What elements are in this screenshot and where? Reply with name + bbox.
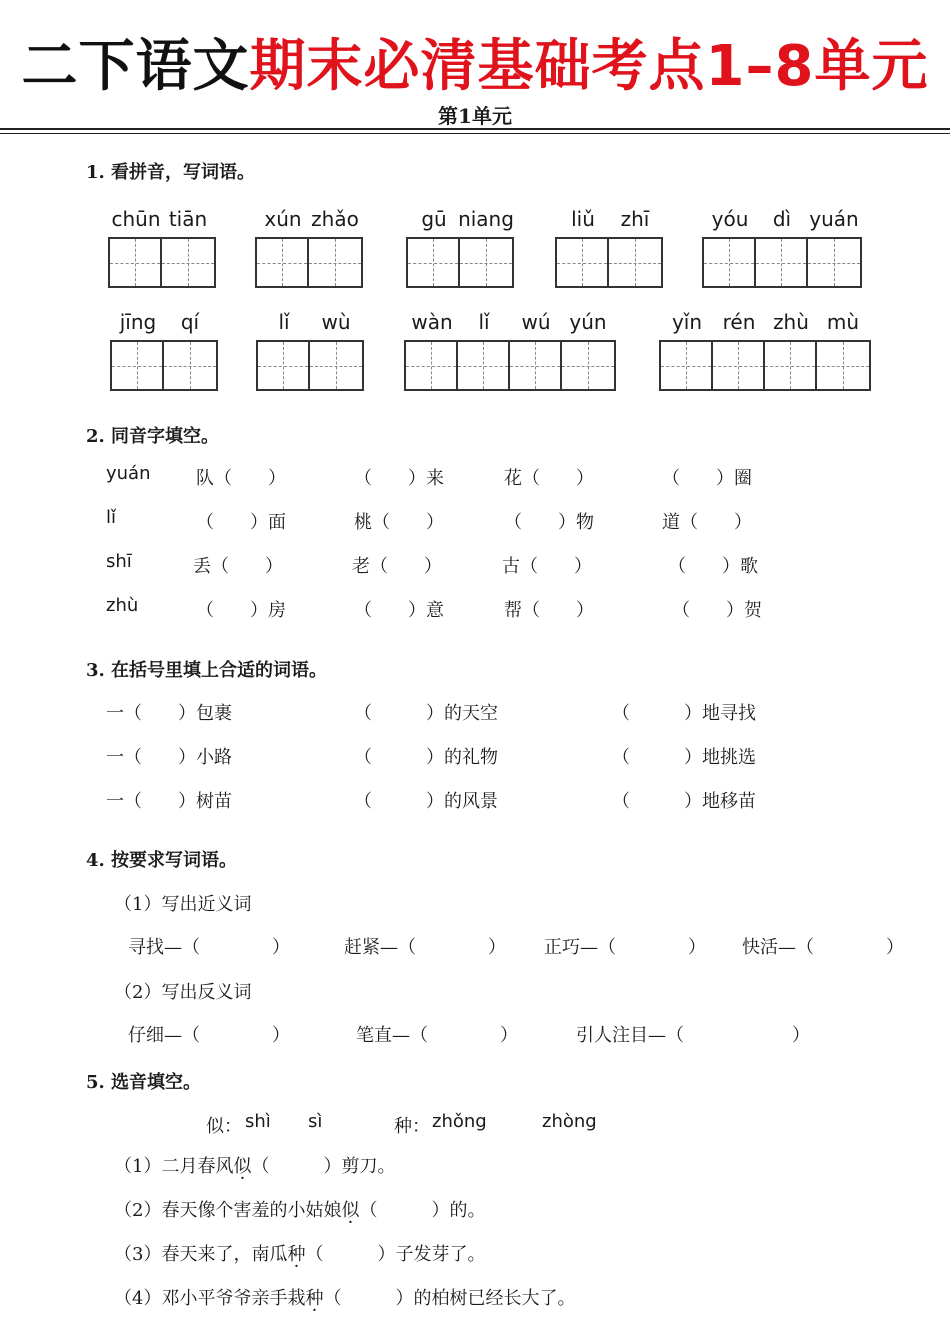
q5-s3-char: 种 [287, 1244, 306, 1265]
q4-synonym-item[interactable]: 快活—（ ） [742, 937, 904, 958]
grid-cell[interactable] [406, 342, 458, 389]
writing-grid[interactable] [406, 237, 514, 288]
q3-blank-item[interactable]: （ ）地移苗 [612, 791, 756, 812]
grid-cell[interactable] [310, 342, 362, 389]
q2-pinyin: lǐ [106, 507, 117, 528]
pinyin-label: chūn [111, 207, 161, 231]
pinyin-label: zhǎo [311, 207, 359, 231]
q3-blank-item[interactable]: （ ）地寻找 [612, 703, 756, 724]
pinyin-label: yǐn [671, 310, 703, 334]
q5-s1-post: （ ）剪刀。 [251, 1156, 396, 1177]
q5-s2-post: （ ）的。 [359, 1200, 486, 1221]
pinyin-label: mù [826, 310, 860, 334]
grid-cell[interactable] [765, 342, 817, 389]
grid-cell[interactable] [458, 342, 510, 389]
q5-s3-post: （ ）子发芽了。 [305, 1244, 486, 1265]
q3-blank-item[interactable]: 一（ ）树苗 [106, 791, 232, 812]
q5-opt1-b: sì [308, 1111, 323, 1132]
q1-title: 1. 看拼音，写词语。 [86, 162, 256, 183]
q2-pinyin: zhù [106, 595, 139, 616]
pinyin-label: wú [521, 310, 551, 334]
q5-sentence-2 [114, 1196, 485, 1222]
pinyin-label: niang [458, 207, 514, 231]
q2-blank-item[interactable]: （ ）面 [196, 512, 286, 533]
pinyin-label: gū [421, 207, 447, 231]
grid-cell[interactable] [112, 342, 164, 389]
pinyin-label: zhù [773, 310, 809, 334]
q2-blank-item[interactable]: 老（ ） [352, 556, 442, 577]
grid-cell[interactable] [562, 342, 614, 389]
grid-cell[interactable] [110, 239, 162, 286]
q2-pinyin: shī [106, 551, 132, 572]
grid-cell[interactable] [309, 239, 361, 286]
writing-grid[interactable] [702, 237, 862, 288]
pinyin-label: yóu [711, 207, 749, 231]
q2-blank-item[interactable]: （ ）贺 [672, 600, 762, 621]
q2-pinyin: yuán [106, 463, 151, 484]
grid-cell[interactable] [557, 239, 609, 286]
pinyin-label: xún [264, 207, 302, 231]
grid-cell[interactable] [162, 239, 214, 286]
q2-blank-item[interactable]: （ ）意 [354, 600, 444, 621]
q5-s1-pre: （1）二月春风 [114, 1156, 234, 1177]
pinyin-label: yuán [809, 207, 859, 231]
pinyin-label: jīng [119, 310, 157, 334]
q2-blank-item[interactable]: （ ）房 [196, 600, 286, 621]
pinyin-label: lǐ [478, 310, 490, 334]
grid-cell[interactable] [164, 342, 216, 389]
q4-antonym-item[interactable]: 引人注目—（ ） [576, 1025, 810, 1046]
grid-cell[interactable] [756, 239, 808, 286]
q5-title: 5. 选音填空。 [86, 1072, 202, 1093]
q2-blank-item[interactable]: （ ）歌 [668, 556, 758, 577]
pinyin-label: tiān [168, 207, 208, 231]
q4-antonym-item[interactable]: 仔细—（ ） [128, 1025, 290, 1046]
q2-blank-item[interactable]: （ ）来 [354, 468, 444, 489]
q2-blank-item[interactable]: 桃（ ） [354, 512, 444, 533]
title-red: 期末必清基础考点1–8单元 [249, 34, 929, 99]
writing-grid[interactable] [404, 340, 616, 391]
writing-grid[interactable] [256, 340, 364, 391]
pinyin-label: qí [180, 310, 200, 334]
q2-blank-item[interactable]: 花（ ） [504, 468, 594, 489]
q5-opt2-char: 种： [394, 1116, 430, 1137]
grid-cell[interactable] [808, 239, 860, 286]
q2-blank-item[interactable]: 队（ ） [196, 468, 286, 489]
writing-grid[interactable] [255, 237, 363, 288]
pinyin-label: yún [569, 310, 607, 334]
q4-antonym-item[interactable]: 笔直—（ ） [356, 1025, 518, 1046]
pinyin-label: wàn [411, 310, 453, 334]
q2-blank-item[interactable]: 道（ ） [662, 512, 752, 533]
q5-opt1-a: shì [245, 1111, 271, 1132]
header-rule-thin [0, 133, 950, 134]
pinyin-label: wù [321, 310, 351, 334]
q2-blank-item[interactable]: （ ）物 [504, 512, 594, 533]
q2-title: 2. 同音字填空。 [86, 426, 220, 447]
page-title [0, 22, 950, 102]
q3-blank-item[interactable]: 一（ ）包裹 [106, 703, 232, 724]
q4-synonym-item[interactable]: 正巧—（ ） [544, 937, 706, 958]
q5-opt2-a: zhǒng [432, 1111, 487, 1132]
q5-s2-pre: （2）春天像个害羞的小姑娘 [114, 1200, 342, 1221]
grid-cell[interactable] [817, 342, 869, 389]
q3-blank-item[interactable]: （ ）的天空 [354, 703, 498, 724]
grid-cell[interactable] [257, 239, 309, 286]
q5-s4-pre: （4）邓小平爷爷亲手栽 [114, 1288, 306, 1309]
q2-blank-item[interactable]: 帮（ ） [504, 600, 594, 621]
q5-s3-pre: （3）春天来了，南瓜 [114, 1244, 288, 1265]
pinyin-label: liǔ [571, 207, 595, 231]
q4-sub1: （1）写出近义词 [114, 894, 252, 915]
grid-cell[interactable] [661, 342, 713, 389]
unit-label: 第1单元 [438, 104, 512, 128]
pinyin-label: dì [772, 207, 792, 231]
q4-title: 4. 按要求写词语。 [86, 850, 238, 871]
q3-blank-item[interactable]: 一（ ）小路 [106, 747, 232, 768]
grid-cell[interactable] [704, 239, 756, 286]
writing-grid[interactable] [110, 340, 218, 391]
grid-cell[interactable] [609, 239, 661, 286]
q5-sentence-1 [114, 1152, 395, 1178]
title-black: 二下语文 [21, 34, 250, 99]
q3-title: 3. 在括号里填上合适的词语。 [86, 660, 328, 681]
header-rule [0, 128, 950, 130]
pinyin-label: rén [722, 310, 756, 334]
q5-s4-post: （ ）的柏树已经长大了。 [323, 1288, 576, 1309]
grid-cell[interactable] [510, 342, 562, 389]
pinyin-label: zhī [620, 207, 650, 231]
q4-synonym-item[interactable]: 赶紧—（ ） [344, 937, 506, 958]
q5-s2-char: 似 [341, 1200, 360, 1221]
q5-s4-char: 种 [305, 1288, 324, 1309]
q5-opt1-char: 似： [206, 1116, 242, 1137]
grid-cell[interactable] [713, 342, 765, 389]
writing-grid[interactable] [659, 340, 871, 391]
grid-cell[interactable] [258, 342, 310, 389]
q3-blank-item[interactable]: （ ）的礼物 [354, 747, 498, 768]
grid-cell[interactable] [408, 239, 460, 286]
grid-cell[interactable] [460, 239, 512, 286]
q5-sentence-4 [114, 1284, 575, 1310]
pinyin-label: lǐ [278, 310, 290, 334]
q2-blank-item[interactable]: 古（ ） [502, 556, 592, 577]
q4-sub2: （2）写出反义词 [114, 982, 252, 1003]
q5-sentence-3 [114, 1240, 485, 1266]
q2-blank-item[interactable]: 丢（ ） [193, 556, 283, 577]
writing-grid[interactable] [108, 237, 216, 288]
q5-opt2-b: zhòng [542, 1111, 597, 1132]
q4-synonym-item[interactable]: 寻找—（ ） [128, 937, 290, 958]
q3-blank-item[interactable]: （ ）地挑选 [612, 747, 756, 768]
writing-grid[interactable] [555, 237, 663, 288]
q5-s1-char: 似 [233, 1156, 252, 1177]
q3-blank-item[interactable]: （ ）的风景 [354, 791, 498, 812]
q2-blank-item[interactable]: （ ）圈 [662, 468, 752, 489]
